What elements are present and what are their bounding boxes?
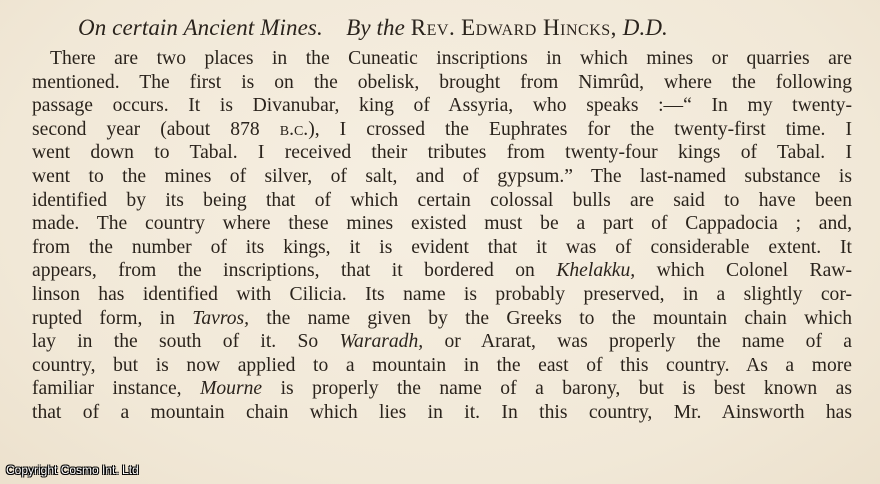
italic-text-run: Wararadh, [339,331,424,353]
text-run: the name given by the Greeks to the mountain chain which [249,307,852,329]
small-caps-text-run: b.c. [279,118,309,140]
italic-text-run: Mourne [200,378,263,400]
text-line [32,354,852,378]
text-line [32,165,852,189]
text-line [32,236,852,260]
text-line [32,259,852,283]
article-heading [78,12,858,44]
text-run: linson has identified with Cilicia. Its name is probably preserved, in a slightly cor- [32,283,852,305]
text-run: second year (about 878 [32,118,280,140]
article-body [32,47,852,425]
text-run: went to the mines of silver, of salt, and of gypsum.” The last-named substance is [32,165,852,187]
text-run: which Colonel Raw- [635,260,852,282]
text-line [32,307,852,331]
text-run: is properly the name of a barony, but is best known as [262,378,852,400]
text-run: passage occurs. It is Divanubar, king of Assyria, who speaks :—“ In my twenty- [32,95,852,117]
text-run: made. The country where these mines existed must be a part of Cappadocia ; and, [32,213,852,235]
text-line [32,94,852,118]
author-degree: D.D. [622,15,668,40]
copyright-watermark: Copyright Cosmo Int. Ltd [6,463,139,477]
text-run: rupted form, in [32,307,193,329]
text-run: lay in the south of it. So [32,331,340,353]
text-run: country, but is now applied to a mountain in the east of this country. As a more [32,354,852,376]
text-line [32,47,852,71]
text-run: There are two places in the Cuneatic inscriptions in which mines or quarries are [50,48,852,69]
text-run: from the number of its kings, it is evident that it was of considerable extent. It [32,236,852,258]
italic-text-run: Tavros, [192,307,250,329]
byline-prefix: By the [346,15,405,40]
text-run: familiar instance, [32,378,201,400]
text-line [32,71,852,95]
text-run: or Ararat, was properly the name of a [423,331,852,353]
text-line [32,189,852,213]
text-line [32,141,852,165]
text-run: went down to Tabal. I received their tributes from twenty-four kings of Tabal. I [32,142,852,164]
italic-text-run: Khelakku, [556,260,636,282]
text-run: appears, from the inscriptions, that it bordered on [32,260,557,282]
text-line [32,283,852,307]
text-run: ), I crossed the Euphrates for the twenty-first time. I [308,118,852,140]
text-run: identified by its being that of which certain colossal bulls are said to have been [32,189,852,211]
author-title: Rev. [410,15,456,40]
text-line [32,401,852,425]
text-run: mentioned. The first is on the obelisk, brought from Nimrûd, where the following [32,71,852,93]
text-line [32,118,852,142]
text-line [32,212,852,236]
article-title: On certain Ancient Mines. [78,15,323,40]
text-line [32,330,852,354]
text-run: that of a mountain chain which lies in it. In this country, Mr. Ainsworth has [32,401,852,423]
author-name: Edward Hincks, [461,15,617,40]
text-line [32,377,852,401]
